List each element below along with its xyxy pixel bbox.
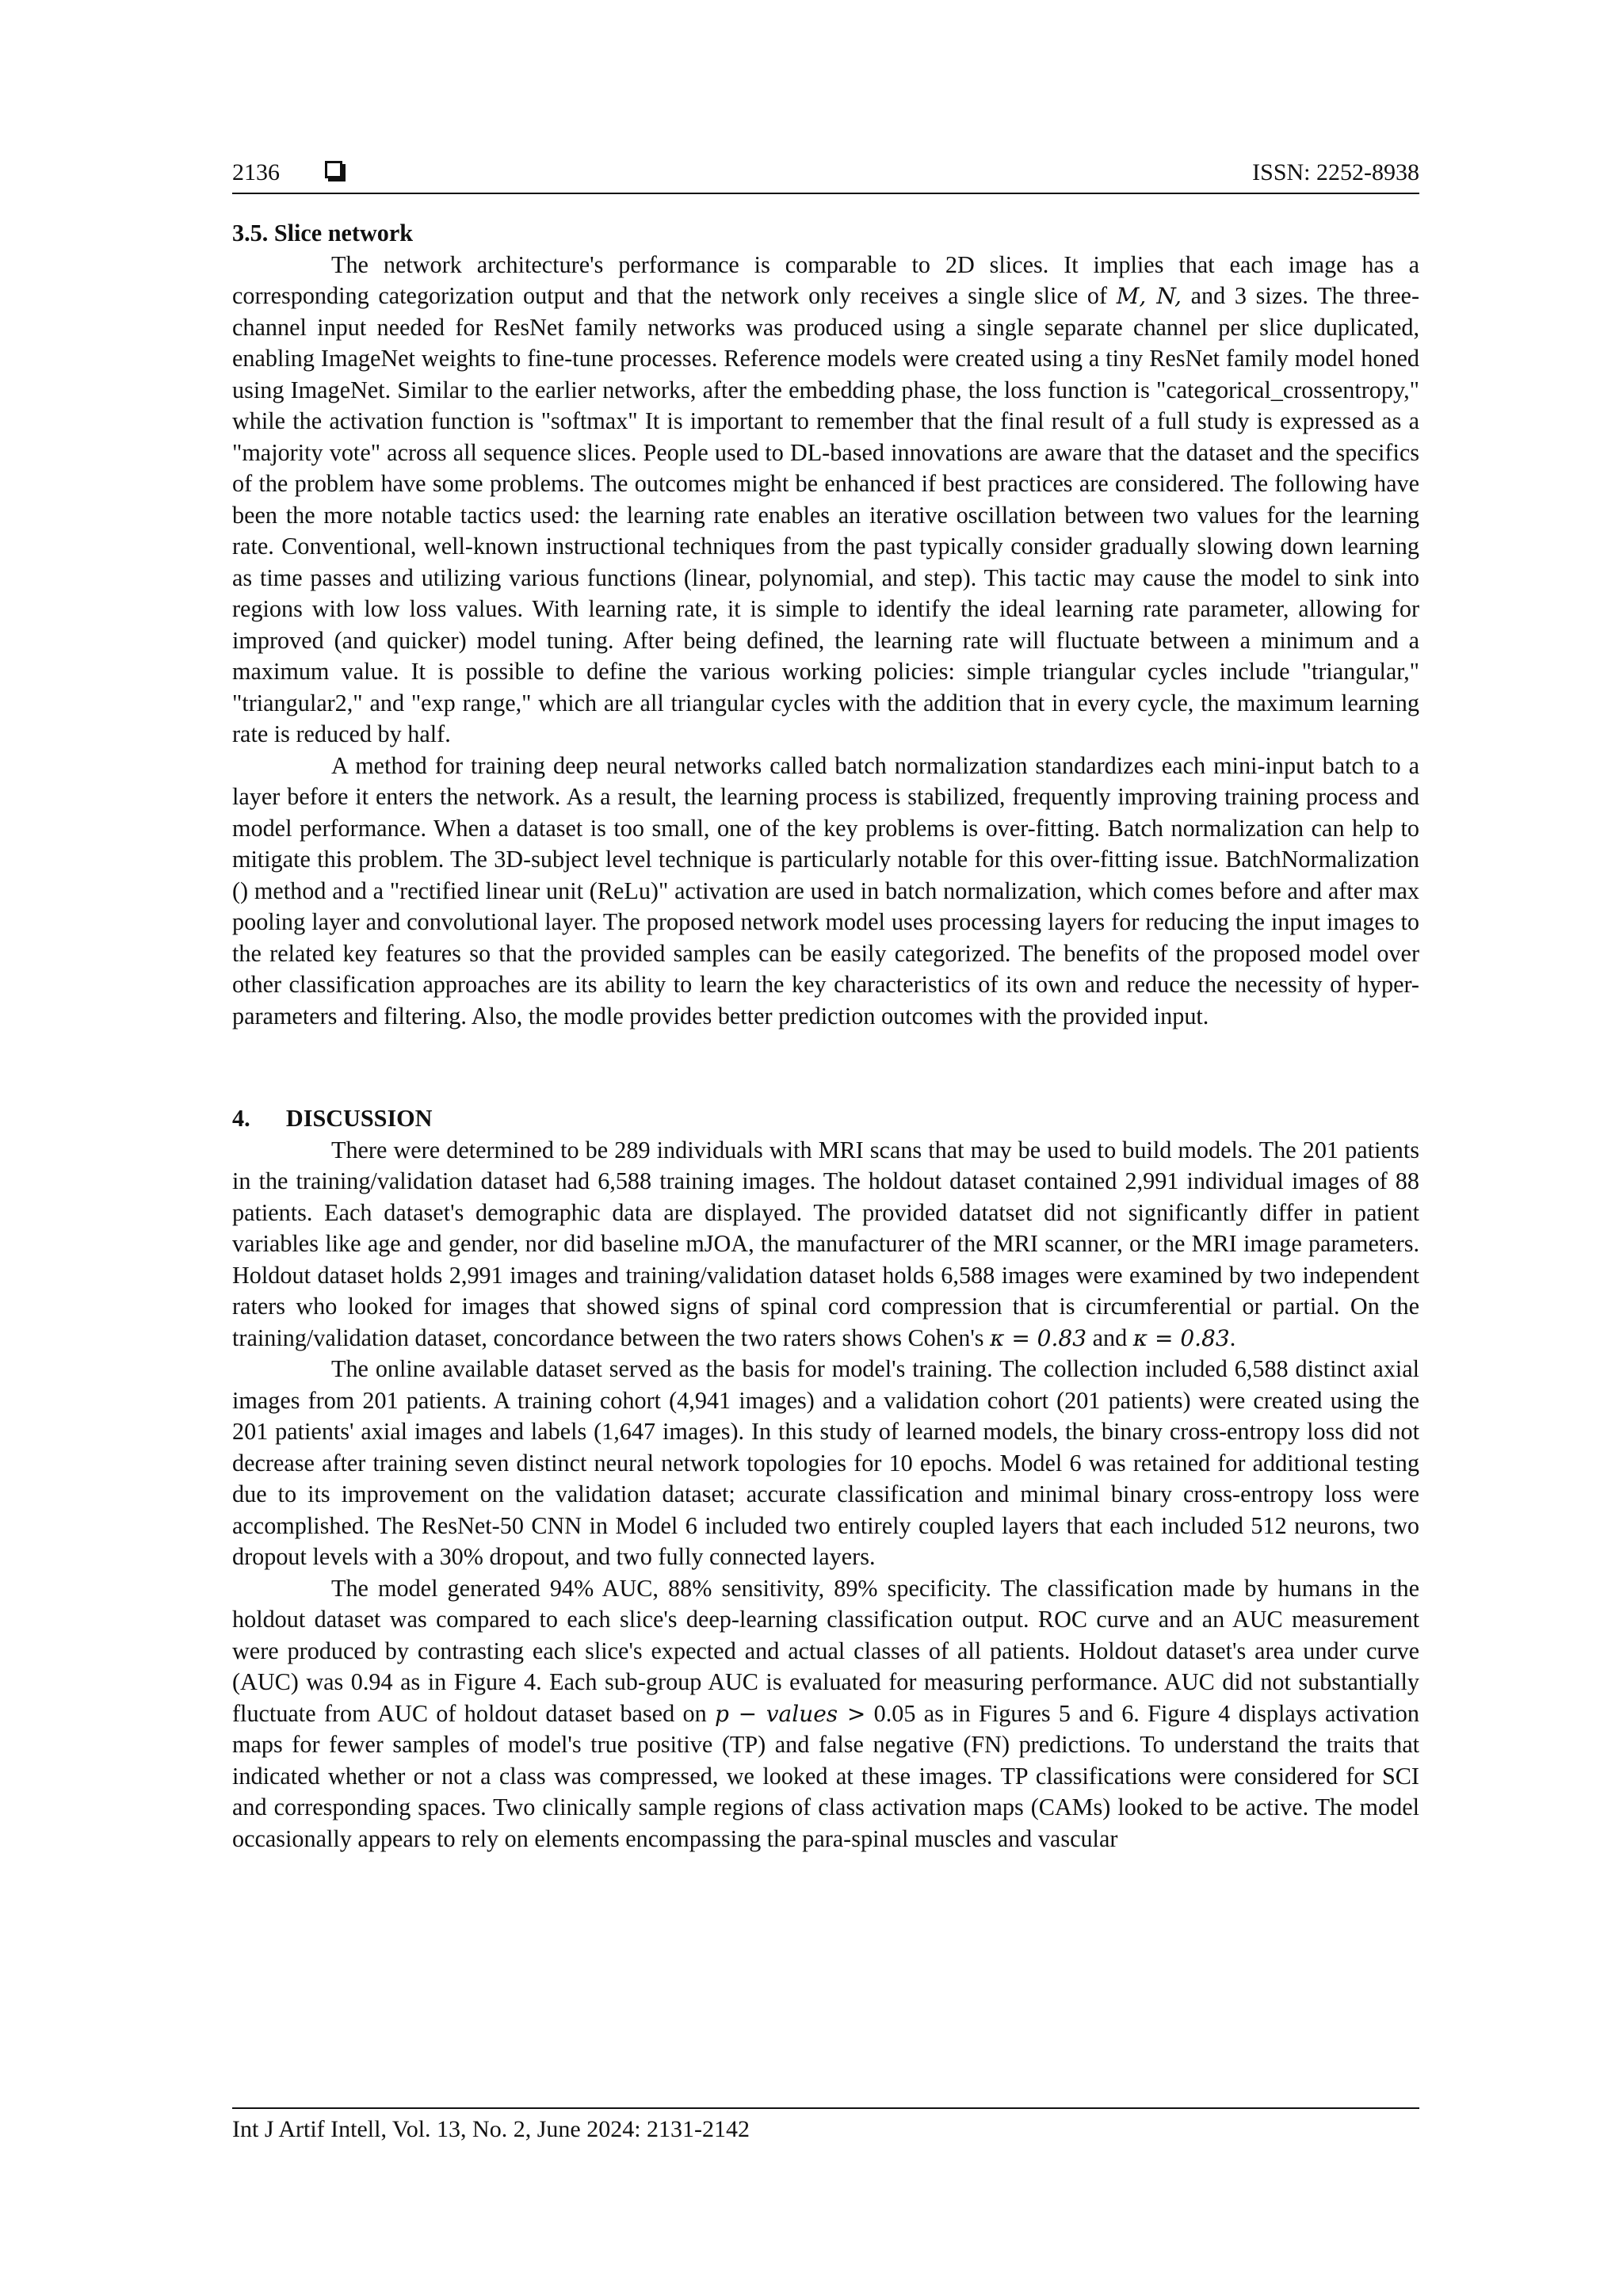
paragraph-text: The network architecture's performance is comparable to 2D slices. It implies that each image has a corresponding categorization output and that the network only receives a single slice of — [232, 250, 1419, 309]
page-number: 2136 — [232, 159, 280, 185]
math-expression: M, N, — [1116, 283, 1182, 309]
header-divider — [232, 193, 1419, 194]
math-expression: κ = 0.83 — [990, 1324, 1087, 1351]
square-bullet-icon — [325, 161, 342, 178]
section-3-5-heading: 3.5. Slice network — [232, 220, 414, 246]
math-expression: p − values > — [715, 1700, 866, 1727]
math-expression: κ = 0.83 — [1132, 1324, 1230, 1351]
paragraph-text: and 3 sizes. The three-channel input needed for ResNet family networks was produced using a single separate channel per slice duplicated, enabling ImageNet weights to fine-tune processes. Reference models were created using a tiny ResNet family model honed using ImageNet. Similar to the earlier networks, after the embedding phase, the loss function is "categorical_crossentropy," while the activation function is "softmax" It is important to remember that the final result of a full study is expressed as a "majority vote" across all sequence slices. People used to DL-based innovations are aware that the dataset and the specifics of the problem have some problems. The outcomes might be enhanced if best practices are considered. The following have been the more notable tactics used: the learning rate enables an iterative oscillation between two values for the learning rate. Conventional, well-known instructional techniques from the past typically consider gradually slowing down learning as time passes and utilizing various functions (linear, polynomial, and step). This tactic may cause the model to sink into regions with low loss values. With learning rate, it is simple to identify the ideal learning rate parameter, allowing for improved (and quicker) model tuning. After being defined, the learning rate will fluctuate between a minimum and a maximum value. It is possible to define the various working policies: simple triangular cycles include "triangular," "triangular2," and "exp range," which are all triangular cycles with the addition that in every cycle, the maximum learning rate is reduced by half. — [232, 282, 1419, 747]
section-4-paragraph-1 — [232, 1135, 1419, 1354]
section-4-heading: 4. DISCUSSION — [232, 1105, 433, 1132]
section-spacer — [232, 1032, 1419, 1103]
footer-divider — [232, 2107, 1419, 2109]
footer-citation: Int J Artif Intell, Vol. 13, No. 2, June 2024: 2131-2142 — [232, 2116, 750, 2142]
issn-label: ISSN: 2252-8938 — [1252, 159, 1419, 185]
paragraph-text: . — [1229, 1324, 1236, 1351]
section-4-paragraph-3 — [232, 1573, 1419, 1855]
paragraph-text: 0.05 as in Figures 5 and 6. Figure 4 displays activation maps for fewer samples of model's true positive (TP) and false negative (FN) predictions. To understand the traits that indicated whether or not a class was compressed, we looked at these images. TP classifications were considered for SCI and corresponding spaces. Two clinically sample regions of class activation maps (CAMs) looked to be active. The model occasionally appears to rely on elements encompassing the para-spinal muscles and vascular — [232, 1699, 1419, 1852]
section-4-paragraph-2: The online available dataset served as the basis for model's training. The collection included 6,588 distinct axial images from 201 patients. A training cohort (4,941 images) and a validation cohort (201 patients) were created using the 201 patients' axial images and labels (1,647 images). In this study of learned models, the binary cross-entropy loss did not decrease after training seven distinct neural network topologies for 10 epochs. Model 6 was retained for additional testing due to its improvement on the validation dataset; accurate classification and minimal binary cross-entropy loss were accomplished. The ResNet-50 CNN in Model 6 included two entirely coupled layers that each included 512 neurons, two dropout levels with a 30% dropout, and two fully connected layers. — [232, 1355, 1419, 1570]
paragraph-text: and — [1086, 1324, 1133, 1351]
section-3-5-paragraph-2: A method for training deep neural networks called batch normalization standardizes each mini-input batch to a layer before it enters the network. As a result, the learning process is stabilized, frequently improving training process and model performance. When a dataset is too small, one of the key problems is over-fitting. Batch normalization can help to mitigate this problem. The 3D-subject level technique is particularly notable for this over-fitting issue. BatchNormalization () method and a "rectified linear unit (ReLu)" activation are used in batch normalization, which comes before and after max pooling layer and convolutional layer. The proposed network model uses processing layers for reducing the input images to the related key features so that the provided samples can be easily categorized. The benefits of the proposed model over other classification approaches are its ability to learn the key characteristics of its own and reduce the necessity of hyper-parameters and filtering. Also, the modle provides better prediction outcomes with the provided input. — [232, 751, 1419, 1030]
page-header — [232, 155, 1419, 190]
paragraph-text: The model generated 94% AUC, 88% sensitivity, 89% specificity. The classification made by humans in the holdout dataset was compared to each slice's deep-learning classification output. ROC curve and an AUC measurement were produced by contrasting each slice's expected and actual classes of all patients. Holdout dataset's area under curve (AUC) was 0.94 as in Figure 4. Each sub-group AUC is evaluated for measuring performance. AUC did not substantially fluctuate from AUC of holdout dataset based on — [232, 1574, 1419, 1727]
page-content — [232, 218, 1419, 1855]
section-3-5-paragraph-1 — [232, 250, 1419, 751]
paragraph-text: There were determined to be 289 individuals with MRI scans that may be used to build models. The 201 patients in the training/validation dataset had 6,588 training images. The holdout dataset contained 2,991 individual images of 88 patients. Each dataset's demographic data are displayed. The provided datatset did not significantly differ in patient variables like age and gender, nor did baseline mJOA, the manufacturer of the MRI scanner, or the MRI image parameters. Holdout dataset holds 2,991 images and training/validation dataset holds 6,588 images were examined by two independent raters who looked for images that showed signs of spinal cord compression that is circumferential or partial. On the training/validation dataset, concordance between the two raters shows Cohen's — [232, 1136, 1419, 1351]
